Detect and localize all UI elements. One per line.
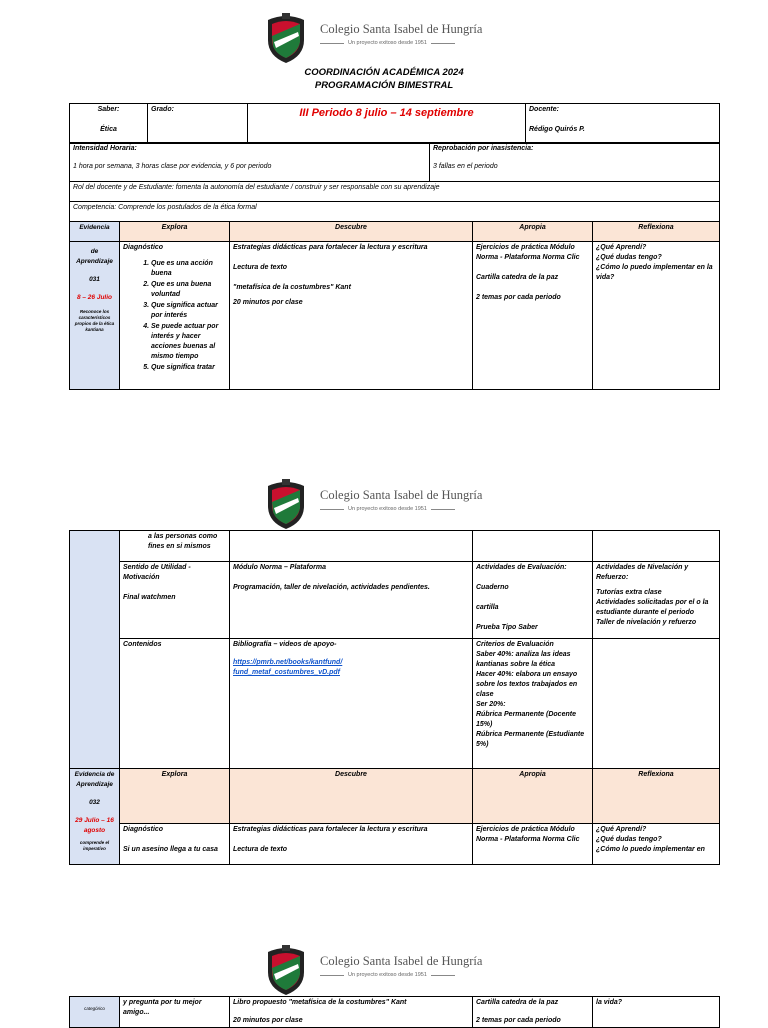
diagnostic-questions: 1. Que es una acción buena 2. Que es una buena voluntad 3. Que significa actuar por interés 4. Se puede actuar por interés y hacer acciones buenas al mismo tiempo 5. Que significa tratar	[123, 259, 226, 373]
descubre-1-cell: Estrategias didácticas para fortalecer la lectura y escritura Lectura de texto "metafísica de la costumbres" Kant 20 minutos por clase	[230, 242, 473, 390]
apropia-2-cont-cell: Cartilla catedra de la paz 2 temas por cada periodo	[473, 997, 593, 1028]
school-tagline: Un proyecto exitoso desde 1951	[320, 972, 455, 978]
evidence-1-cell: de Aprendizaje 031 8 – 26 Julio Reconoce los característicos propios de la ética kantiana	[70, 242, 120, 390]
document-header	[0, 66, 768, 92]
col-explora-2: Explora	[120, 769, 230, 824]
contenidos-cell: Contenidos	[120, 639, 230, 769]
school-name: Colegio Santa Isabel de Hungría	[320, 22, 483, 36]
explora-1-cell: Diagnóstico 1. Que es una acción buena 2. Que es una buena voluntad 3. Que significa actuar por interés 4. Se puede actuar por interés y hacer acciones buenas al mismo tiempo 5. Que significa tratar	[120, 242, 230, 390]
competencia-cell: Competencia: Comprende los postulados de la ética formal	[70, 202, 720, 222]
reflexiona-2-cont-cell: la vida?	[593, 997, 720, 1028]
reprobacion-cell: Reprobación por inasistencia: 3 fallas en el periodo	[430, 143, 720, 182]
col-descubre: Descubre	[230, 222, 473, 242]
evidence-2-cont-cell: categórico	[70, 997, 120, 1028]
col-evidencia: Evidencia	[70, 222, 120, 242]
evidence-1-cont-cell	[70, 531, 120, 769]
info-table	[69, 103, 720, 144]
explora-2-cont-cell: y pregunta por tu mejor amigo...	[120, 997, 230, 1028]
apropia-1-cell: Ejercicios de práctica Módulo Norma - Plataforma Norma Clic Cartilla catedra de la paz 2 temas por cada periodo	[473, 242, 593, 390]
school-name: Colegio Santa Isabel de Hungría	[320, 954, 483, 968]
school-tagline: Un proyecto exitoso desde 1951	[320, 40, 455, 46]
docente-cell: Docente: Rédigo Quirós P.	[526, 104, 720, 144]
sentido-cell: Sentido de Utilidad - Motivación Final watchmen	[120, 562, 230, 639]
school-logo	[264, 12, 484, 64]
grado-cell: Grado:	[148, 104, 248, 144]
descubre-2-cont-cell: Libro propuesto "metafísica de la costumbres" Kant 20 minutos por clase	[230, 997, 473, 1028]
evidence-2-continued-table	[69, 996, 720, 1028]
school-name: Colegio Santa Isabel de Hungría	[320, 488, 483, 502]
saber-cell: Saber: Ética	[70, 104, 148, 144]
bibliography-link[interactable]: https://pmrb.net/books/kantfund/	[233, 659, 343, 666]
nivelacion-cell: Actividades de Nivelación y Refuerzo: Tutorías extra clase Actividades solicitadas por el o la estudiante durante el periodo Taller de nivelación y refuerzo	[593, 562, 720, 639]
intensidad-cell: Intensidad Horaria: 1 hora por semana, 3 horas clase por evidencia, y 6 por periodo	[70, 143, 430, 182]
reflexiona-1-cell: ¿Qué Aprendí? ¿Qué dudas tengo? ¿Cómo lo puedo implementar en la vida?	[593, 242, 720, 390]
col-descubre-2: Descubre	[230, 769, 473, 824]
col-apropia-2: Apropia	[473, 769, 593, 824]
criterios-cell: Criterios de Evaluación Saber 40%: analiza las ideas kantianas sobre la ética Hacer 40%: elabora un ensayo sobre los textos trabajados en clase Ser 20%: Rúbrica Permanente (Docente 15%) Rúbrica Permanente (Estudiante 5%)	[473, 639, 593, 769]
bibliography-link-pdf[interactable]: fund_metaf_costumbres_vD.pdf	[233, 669, 340, 676]
col-explora: Explora	[120, 222, 230, 242]
empty-cell	[593, 639, 720, 769]
period-cell: III Periodo 8 julio – 14 septiembre	[248, 104, 526, 144]
explora-2-cell: Diagnóstico Si un asesino llega a tu casa	[120, 824, 230, 865]
evidence-1-table	[69, 221, 720, 390]
modulo-cell: Módulo Norma – Plataforma Programación, taller de nivelación, actividades pendientes.	[230, 562, 473, 639]
school-logo-2	[264, 478, 484, 530]
school-shield-icon	[264, 944, 308, 996]
col-reflexiona: Reflexiona	[593, 222, 720, 242]
col-apropia: Apropia	[473, 222, 593, 242]
school-shield-icon	[264, 478, 308, 530]
school-logo-3	[264, 944, 484, 996]
descubre-2-cell: Estrategias didácticas para fortalecer la lectura y escritura Lectura de texto	[230, 824, 473, 865]
evidence-2-cell: Evidencia de Aprendizaje 032 29 Julio – 16 agosto comprende el imperativo	[70, 769, 120, 865]
header-line-1: COORDINACIÓN ACADÉMICA 2024	[304, 67, 464, 78]
col-reflexiona-2: Reflexiona	[593, 769, 720, 824]
evidence-1-continued-table	[69, 530, 720, 865]
reflexiona-2-cell: ¿Qué Aprendí? ¿Qué dudas tengo? ¿Cómo lo puedo implementar en	[593, 824, 720, 865]
rol-cell: Rol del docente y de Estudiante: fomenta la autonomía del estudiante / construir y ser responsable con su aprendizaje	[70, 182, 720, 202]
header-line-2: PROGRAMACIÓN BIMESTRAL	[314, 80, 454, 91]
school-shield-icon	[264, 12, 308, 64]
question-cont-cell: a las personas como fines en si mismos	[120, 531, 230, 562]
empty-cell	[230, 531, 473, 562]
apropia-2-cell: Ejercicios de práctica Módulo Norma - Plataforma Norma Clic	[473, 824, 593, 865]
empty-cell	[473, 531, 593, 562]
evaluacion-cell: Actividades de Evaluación: Cuaderno cartilla Prueba Tipo Saber	[473, 562, 593, 639]
school-tagline: Un proyecto exitoso desde 1951	[320, 506, 455, 512]
info-table-2	[69, 142, 720, 222]
empty-cell	[593, 531, 720, 562]
bibliografia-cell: Bibliografía – videos de apoyo- https://pmrb.net/books/kantfund/ fund_metaf_costumbres_vD.pdf	[230, 639, 473, 769]
